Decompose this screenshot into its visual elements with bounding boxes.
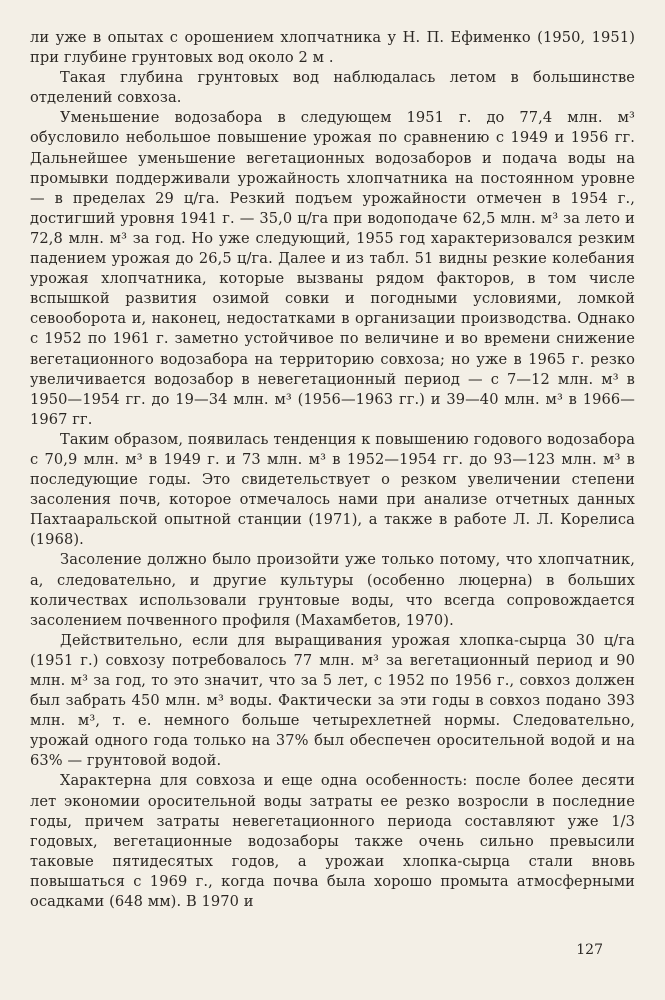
paragraph: Уменьшение водозабора в следующем 1951 г. до 77,4 млн. м³ обусловило небольшое повышение урожая по сравнению с 1949 и 1956 гг. Дальнейшее уменьшение вегетационных водозаборов и подача воды на промывки поддерживали урожайность хлопчатника на постоянном уровне — в пределах 29 ц/га. Резкий подъем урожайности отмечен в 1954 г., достигший уровня 1941 г. — 35,0 ц/га при водоподаче 62,5 млн. м³ за лето и 72,8 млн. м³ за год. Но уже следующий, 1955 год характеризовался резким падением урожая до 26,5 ц/га. Далее и из табл. 51 видны резкие колебания урожая хлопчатника, которые вызваны рядом факторов, в том числе вспышкой развития озимой совки и погодными условиями, ломкой севооборота и, наконец, недостатками в организации производства. Однако с 1952 по 1961 г. заметно устойчивое по величине и во времени снижение вегетационного водозабора на территорию совхоза; но уже в 1965 г. резко увеличивается водозабор в невегетационный период — с 7—12 млн. м³ в 1950—1954 гг. до 19—34 млн. м³ (1956—1963 гг.) и 39—40 млн. м³ в 1966—1967 гг. — [30, 109, 635, 428]
paragraph: Засоление должно было произойти уже только потому, что хлопчатник, а, следовательно, и другие культуры (особенно люцерна) в больших количествах использовали грунтовые воды, что всегда сопровождается засолением почвенного профиля (Махамбетов, 1970). — [30, 551, 635, 629]
paragraph: Таким образом, появилась тенденция к повышению годового водозабора с 70,9 млн. м³ в 1949 г. и 73 млн. м³ в 1952—1954 гг. до 93—123 млн. м³ в последующие годы. Это свидетельствует о резком увеличении степени засоления почв, которое отмечалось нами при анализе отчетных данных Пахтааральской опытной станции (1971), а также в работе Л. Л. Корелиса (1968). — [30, 430, 635, 549]
page-number: 127 — [576, 942, 603, 958]
paragraph: Такая глубина грунтовых вод наблюдалась летом в большинстве отделений совхоза. — [30, 69, 635, 107]
paragraph: Действительно, если для выращивания урожая хлопка-сырца 30 ц/га (1951 г.) совхозу потребовалось 77 млн. м³ за вегетационный период и 90 млн. м³ за год, то это значит, что за 5 лет, с 1952 по 1956 г., совхоз должен был забрать 450 млн. м³ воды. Фактически за эти годы в совхоз подано 393 млн. м³, т. е. немного больше четырехлетней нормы. Следовательно, урожай одного года только на 37% был обеспечен оросительной водой и на 63% — грунтовой водой. — [30, 631, 635, 770]
paragraph-continued: ли уже в опытах с орошением хлопчатника у Н. П. Ефименко (1950, 1951) при глубине грунтовых вод около 2 м . — [30, 29, 635, 67]
body-text — [30, 28, 635, 912]
paragraph: Характерна для совхоза и еще одна особенность: после более десяти лет экономии оросительной воды затраты ее резко возросли в последние годы, причем затраты невегетационного периода составляют уже 1/3 годовых, вегетационные водозаборы также очень сильно превысили таковые пятидесятых годов, а урожаи хлопка-сырца стали вновь повышаться с 1969 г., когда почва была хорошо промыта атмосферными осадками (648 мм). В 1970 и — [30, 772, 635, 911]
